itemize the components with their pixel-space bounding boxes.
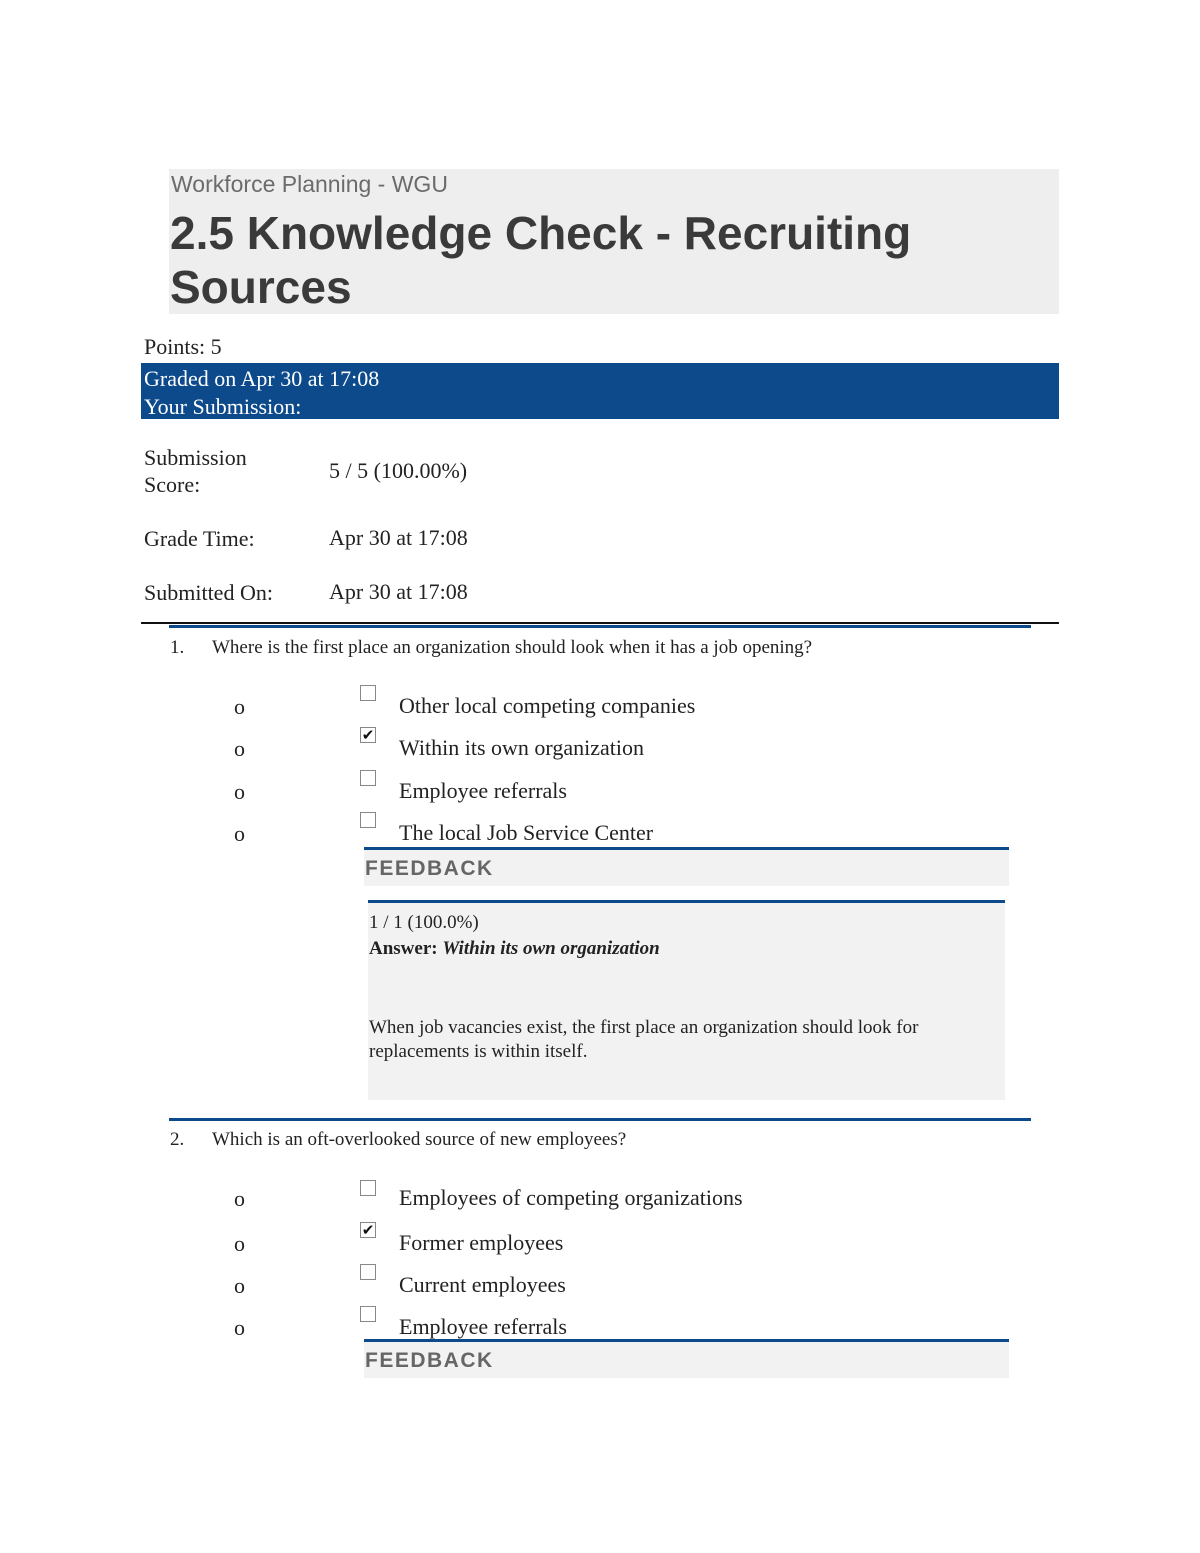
checkbox-checked[interactable]: ✔ [361, 726, 375, 744]
course-name: Workforce Planning - WGU [171, 171, 448, 197]
feedback-heading: FEEDBACK [364, 1342, 1009, 1378]
bullet-icon: o [234, 1315, 245, 1340]
page-title: 2.5 Knowledge Check - Recruiting Sources [170, 207, 912, 313]
answer-option[interactable]: Employees of competing organizations [399, 1185, 743, 1210]
grade-time-value: Apr 30 at 17:08 [329, 525, 468, 550]
bullet-icon: o [234, 694, 245, 719]
bullet-icon: o [234, 1231, 245, 1256]
answer-option[interactable]: Former employees [399, 1230, 564, 1255]
question-text: Where is the first place an organization should look when it has a job opening? [212, 637, 813, 658]
feedback-explanation: When job vacancies exist, the first place an organization should look for replacements is within itself. [369, 1017, 919, 1062]
question-number: 1. [170, 637, 185, 658]
graded-banner [141, 363, 1059, 419]
bullet-icon: o [234, 1186, 245, 1211]
points-label: Points: 5 [144, 334, 222, 359]
submitted-on-label: Submitted On: [144, 580, 273, 605]
feedback-panel [368, 900, 1005, 1100]
checkbox-unchecked[interactable] [360, 1264, 376, 1280]
submission-score-label: Submission Score: [144, 445, 247, 497]
graded-date: Graded on Apr 30 at 17:08 [144, 366, 380, 391]
feedback-score: 1 / 1 (100.0%) [369, 912, 479, 933]
answer-label: Answer: [369, 938, 438, 959]
checkbox-unchecked[interactable] [360, 1306, 376, 1322]
divider [141, 622, 1059, 624]
answer-value: Within its own organization [442, 938, 660, 959]
question-divider [169, 625, 1031, 628]
answer-option[interactable]: Employee referrals [399, 778, 567, 803]
bullet-icon: o [234, 736, 245, 761]
checkbox-unchecked[interactable] [360, 1180, 376, 1196]
checkbox-unchecked[interactable] [360, 770, 376, 786]
submitted-on-value: Apr 30 at 17:08 [329, 579, 468, 604]
feedback-answer [369, 938, 660, 960]
answer-option[interactable]: Within its own organization [399, 735, 644, 760]
question-divider [169, 1118, 1031, 1121]
question-text: Which is an oft-overlooked source of new employees? [212, 1129, 627, 1150]
grade-time-label: Grade Time: [144, 526, 255, 551]
bullet-icon: o [234, 821, 245, 846]
answer-option[interactable]: The local Job Service Center [399, 820, 654, 845]
your-submission-label: Your Submission: [144, 394, 302, 419]
answer-option[interactable]: Employee referrals [399, 1314, 567, 1339]
bullet-icon: o [234, 779, 245, 804]
bullet-icon: o [234, 1273, 245, 1298]
checkbox-unchecked[interactable] [360, 685, 376, 701]
question-number: 2. [170, 1129, 185, 1150]
checkbox-checked[interactable]: ✔ [361, 1221, 375, 1239]
checkbox-unchecked[interactable] [360, 812, 376, 828]
feedback-heading: FEEDBACK [364, 850, 1009, 886]
submission-score-value: 5 / 5 (100.00%) [329, 458, 468, 483]
answer-option[interactable]: Current employees [399, 1272, 566, 1297]
answer-option[interactable]: Other local competing companies [399, 693, 696, 718]
